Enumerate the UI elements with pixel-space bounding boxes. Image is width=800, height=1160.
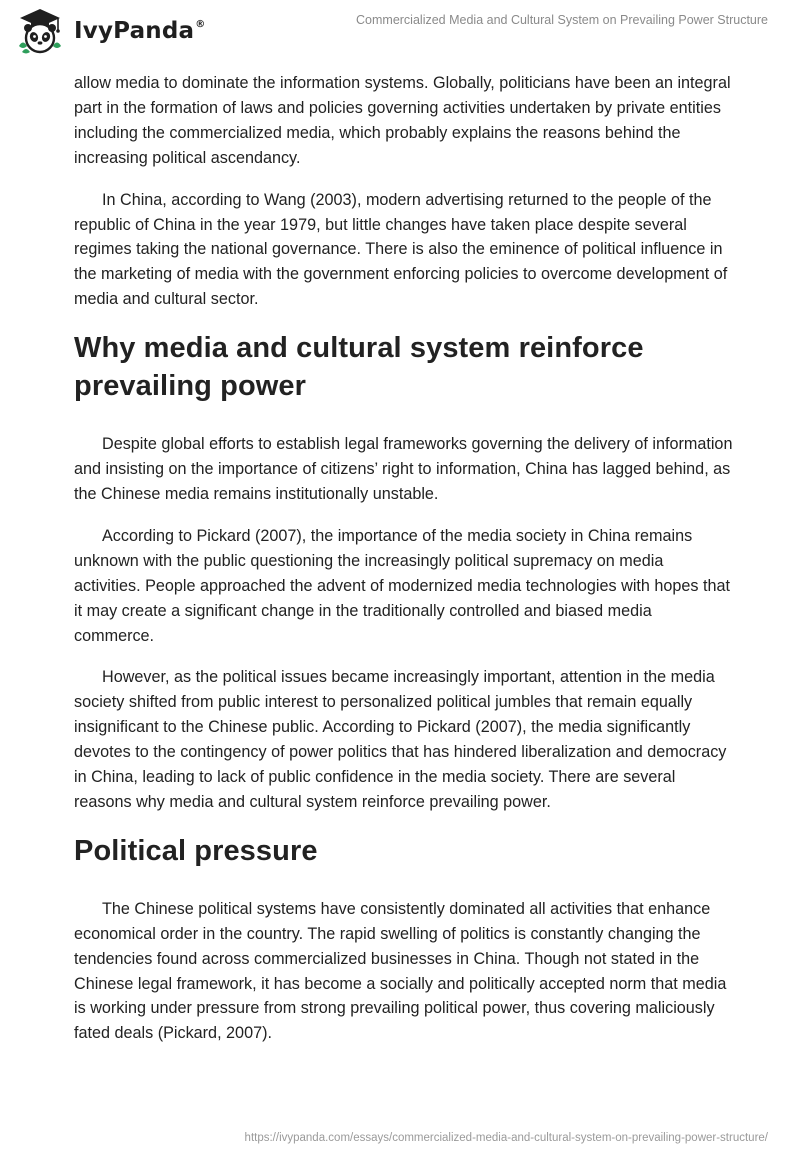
essay-content bbox=[74, 71, 734, 1063]
section-heading: Why media and cultural system reinforce prevailing power bbox=[74, 332, 644, 403]
paragraph: The Chinese political systems have consistently dominated all activities that enhance economical order in the country. The rapid swelling of politics is constantly changing the tendencies found across commercialized businesses in China. Though not stated in the Chinese legal framework, it has become a socially and politically accepted norm that media is working under pressure from strong prevailing political power, thus covering maliciously fated deals (Pickard, 2007). bbox=[74, 899, 727, 1043]
paragraph: In China, according to Wang (2003), modern advertising returned to the people of the republic of China in the year 1979, but little changes have taken place despite several regimes taking the national governance. There is also the eminence of political influence in the marketing of media with the government enforcing policies to overcome development of media and cultural sector. bbox=[74, 190, 728, 309]
panda-graduation-cap-icon bbox=[14, 6, 66, 56]
section-heading: Political pressure bbox=[74, 834, 318, 867]
paragraph: Despite global efforts to establish legal frameworks governing the delivery of information and insisting on the importance of citizens’ right to information, China has lagged behind, as the Chinese media remains institutionally unstable. bbox=[74, 435, 733, 503]
paragraph: allow media to dominate the information systems. Globally, politicians have been an integral part in the formation of laws and policies governing activities undertaken by private entities including the commercialized media, which probably explains the reasons behind the increasing political ascendancy. bbox=[74, 74, 731, 167]
brand-name bbox=[74, 18, 205, 44]
source-url[interactable]: https://ivypanda.com/essays/commercialized-media-and-cultural-system-on-prevailing-power-structure/ bbox=[244, 1132, 768, 1144]
brand-text: IvyPanda bbox=[74, 18, 195, 44]
registered-mark: ® bbox=[195, 19, 206, 30]
paragraph: According to Pickard (2007), the importance of the media society in China remains unknown with the public questioning the increasingly political supremacy on media activities. People approached the advent of modernized media technologies with hopes that it may create a significant change in the traditionally controlled and biased media commerce. bbox=[74, 526, 731, 645]
page-header bbox=[0, 0, 800, 62]
document-title: Commercialized Media and Cultural System on Prevailing Power Structure bbox=[356, 13, 768, 27]
paragraph: However, as the political issues became increasingly important, attention in the media society shifted from public interest to personalized political jumbles that remain equally insignificant to the Chinese public. According to Pickard (2007), the media significantly devotes to the contingency of power politics that has hindered liberalization and democracy in China, leading to lack of public confidence in the media society. There are several reasons why media and cultural system reinforce prevailing power. bbox=[74, 668, 727, 811]
ivypanda-logo[interactable] bbox=[14, 6, 205, 56]
